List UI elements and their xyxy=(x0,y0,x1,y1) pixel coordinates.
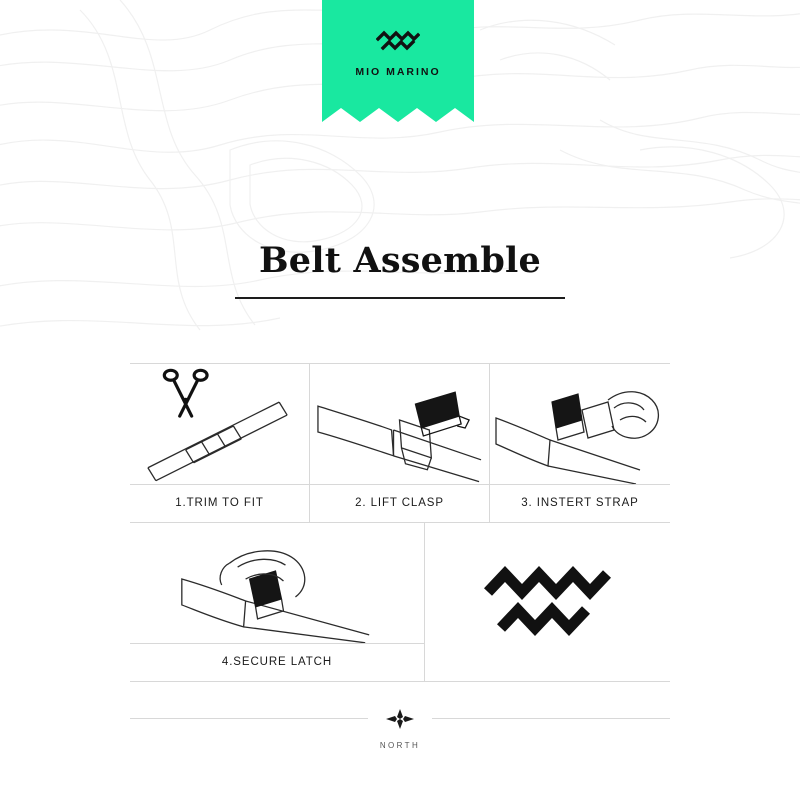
step-cell-4 xyxy=(130,523,425,682)
logo-panel-inner xyxy=(425,523,670,680)
step-cell-2 xyxy=(310,364,490,523)
step-cell-1 xyxy=(130,364,310,523)
zigzag-chevron-logo-icon xyxy=(376,30,420,56)
steps-row-top xyxy=(130,364,670,523)
footer-label: NORTH xyxy=(379,741,421,750)
brand-name: MIO MARINO xyxy=(355,66,441,78)
footer-divider-right xyxy=(432,718,670,719)
step-caption-3: 3. INSTERT STRAP xyxy=(490,484,670,522)
belt-buckle-lift-clasp-illustration-icon xyxy=(310,364,489,484)
brand-flag xyxy=(322,0,474,122)
title-divider xyxy=(235,297,565,299)
step-caption-1: 1.TRIM TO FIT xyxy=(130,484,309,522)
hand-inserting-strap-illustration-icon xyxy=(490,364,670,484)
brand-flag-body xyxy=(322,0,474,108)
footer-divider xyxy=(130,718,670,719)
steps-grid xyxy=(130,363,670,682)
step-caption-4: 4.SECURE LATCH xyxy=(130,643,424,681)
title-block xyxy=(0,240,800,299)
page-title: Belt Assemble xyxy=(258,240,541,281)
zigzag-chevron-logo-large-icon xyxy=(483,566,613,638)
scissors-cutting-belt-illustration-icon xyxy=(130,364,309,484)
footer xyxy=(130,718,670,750)
hand-securing-latch-illustration-icon xyxy=(130,523,424,643)
step-caption-2: 2. LIFT CLASP xyxy=(310,484,489,522)
footer-divider-left xyxy=(130,718,368,719)
compass-star-icon xyxy=(382,707,418,731)
logo-panel xyxy=(425,523,670,682)
step-cell-3 xyxy=(490,364,670,523)
flag-notch xyxy=(322,108,474,122)
steps-row-bottom xyxy=(130,523,670,682)
